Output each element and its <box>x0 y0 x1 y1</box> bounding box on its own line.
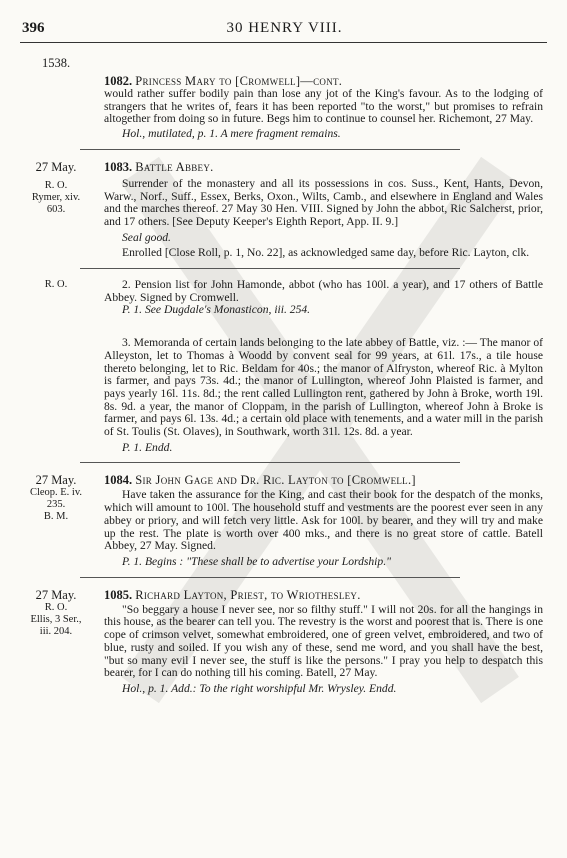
entry-note: Hol., p. 1. Add.: To the right worshipful Mr. Wrysley. Endd. <box>122 681 397 695</box>
entry-text: would rather suffer bodily pain than lose any jot of the King's favour. As to the lodging of strangers that he writes of, fears it has been reported "to the worst," but promises to refrain altogether from doing so in future. Begs him to continue to counsel her. Richemont, 27 May. <box>104 87 543 126</box>
entry-heading <box>104 588 543 602</box>
entry-heading <box>104 74 543 88</box>
margin-refs: R. O. <box>44 279 68 291</box>
divider <box>80 149 460 150</box>
margin-year: 1538. <box>41 56 71 70</box>
entry-title: Princess Mary to [Cromwell]—cont. <box>135 74 343 88</box>
seal-note: Seal good. <box>122 230 171 244</box>
header-rule <box>20 42 547 43</box>
memoranda-note: P. 1. Endd. <box>122 440 173 454</box>
entry-note: P. 1. Begins : "These shall be to advertise your Lordship." <box>122 554 391 568</box>
pension-text: 2. Pension list for John Hamonde, abbot (who has 100l. a year), and 17 others of Battle Abbey. Signed by Cromwell. <box>104 278 543 304</box>
page-header <box>22 20 547 40</box>
divider <box>80 577 460 578</box>
entry-heading <box>104 160 543 174</box>
margin-refs: 27 May. R. O. Rymer, xiv. 603. <box>31 159 81 215</box>
enrolled-text: Enrolled [Close Roll, p. 1, No. 22], as acknowledged same day, before Ric. Layton, clk. <box>122 246 530 260</box>
margin-refs: 27 May. R. O. Ellis, 3 Ser., iii. 204. <box>30 587 82 637</box>
entry-note: Hol., mutilated, p. 1. A mere fragment remains. <box>122 127 341 141</box>
memoranda <box>104 337 543 454</box>
entry-1084 <box>0 473 567 577</box>
entry-1083 <box>0 160 567 464</box>
entry-title: Battle Abbey. <box>135 159 214 174</box>
entry-text: Have taken the assurance for the King, and cast their book for the despatch of the monks, which will amount to 100l. The household stuff and vestments are the poorest ever seen in any abbey or priory, and will fetch very little. Ask for 100l. by bearer, and they will try and make up the rest. The plate is worth over 400 mks., and there is no great store of cattle. Batell Abbey, 27 May. Signed. <box>104 488 543 553</box>
entry-1085 <box>0 588 567 696</box>
pension-note: P. 1. See Dugdale's Monasticon, iii. 254. <box>122 303 311 317</box>
memoranda-text: 3. Memoranda of certain lands belonging to the late abbey of Battle, viz. :— The manor of Alleyston, let to Thomas à Woodd by convent seal for 99 years, at 61l. 17s., a tile house thereto belonging, let to Ric. Beldam for 40s.; the manor of Alfryston, whereof Ric. à Mylton is farmer, and pays 73s. 4d.; the manor of Lullington, whereof John Plaisted is farmer, and pays yearly 16l. 11s. 8d.; the rent called Lullington rent, gathered by John à Broke, worth 19l. 8s. 9d. a year, the manor of Cloppam, in the parish of Lullington, whereof John à Broke is farmer, and pays 6l. 13s. 4d.; a certain old place with tenements, and a water mill in the parish of St. Toulis (St. Olaves), in Southwark, worth 31l. 12s. 8d. a year. <box>104 336 543 439</box>
entry-number: 1082. <box>104 74 133 88</box>
document-body <box>0 50 567 696</box>
entry-number: 1085. <box>104 587 133 602</box>
page-number: 396 <box>22 20 45 36</box>
running-title: 30 HENRY VIII. <box>226 20 343 36</box>
entry-number: 1083. <box>104 159 133 174</box>
divider <box>80 462 460 463</box>
margin-refs: 27 May. Cleop. E. iv. 235. B. M. <box>29 473 83 523</box>
entry-text: "So beggary a house I never see, nor so filthy stuff." I will not 20s. for all the hangings in this house, as the bearer can tell you. The revestry is the worst and poorest that is. There is one cope of crimson velvet, somewhat embroidered, one of green velvet, embroidered, and two of blue, rusty and soiled. If you wish any of these, send me word, and you shall have the best, "but so many evil I never see, the stuff is like the persons." I pray you help to despatch this bearer, for I can do nothing till his coming. Batell, 27 May. <box>104 602 543 680</box>
entry-number: 1084. <box>104 473 133 488</box>
entry-1082 <box>0 50 567 150</box>
surrender-text: Surrender of the monastery and all its possessions in cos. Suss., Kent, Hants, Devon, Warw., Norf., Suff., Essex, Berks, Oxon., Wilts, Camb., and elsewhere in England and Wales and the marches thereof. 27 May 30 Hen. VIII. Signed by John the abbot, Ric Salcherst, prior, and 17 others. [See Deputy Keeper's Eighth Report, App. II. 9.] <box>104 176 543 228</box>
divider <box>80 268 460 269</box>
entry-title: Richard Layton, Priest, to Wriothesley. <box>135 587 361 602</box>
pension-list <box>0 279 567 317</box>
entry-title: Sir John Gage and Dr. Ric. Layton to [Cromwell.] <box>135 473 416 488</box>
entry-heading <box>104 473 543 487</box>
